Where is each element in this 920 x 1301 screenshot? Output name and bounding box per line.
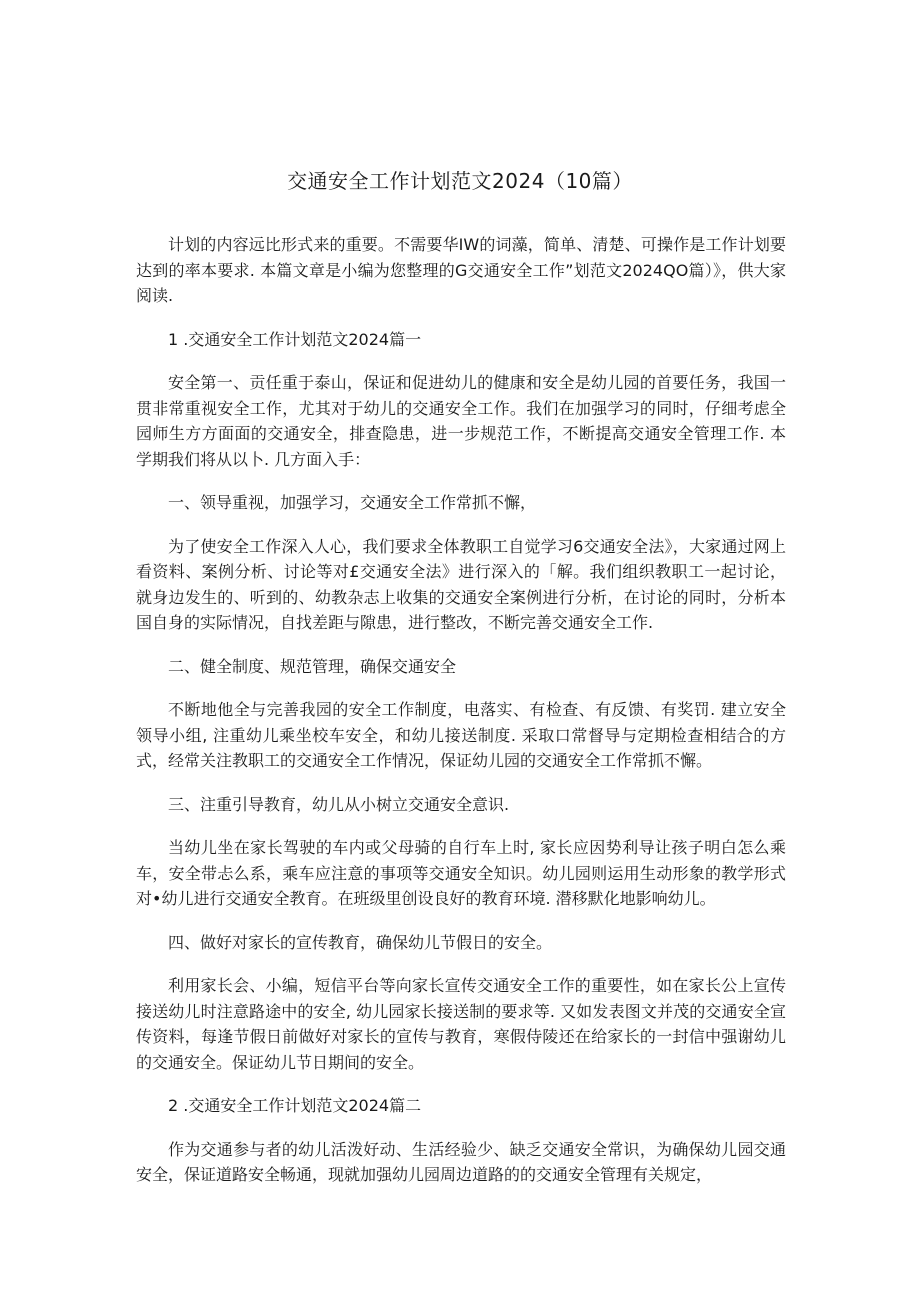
paragraph: 当幼儿坐在家长驾驶的车内或父母骑的自行车上时, 家长应因势利导让孩子明白怎么乘车，安全带忐么系，乘车应注意的事项等交通安全知识。幼儿园则运用生动形象的教学形式对•幼儿进行交通安全教育。在班级里创设良好的教育环境. 潜移默化地影响幼儿。 [136,838,786,908]
page-title: 交通安全工作计划范文2024（10篇） [287,169,633,193]
paragraph: 为了使安全工作深入人心，我们要求全体教职工自觉学习6交通安全法》，大家通过网上看资料、案例分析、讨论等对£交通安全法》进行深入的「解。我们组织教职工一起讨论，就身边发生的、听到的、幼教杂志上收集的交通安全案例进行分析，在讨论的同时，分析本国自身的实际情况，自找差距与隙患，进行整改，不断完善交通安全工作. [136,536,786,632]
intro-paragraph: 计划的内容远比形式来的重要。不需要华IW的词藻，简单、清楚、可操作是工作计划要达到的率本要求. 本篇文章是小编为您整理的G交通安全工作”划范文2024QO篇）》，供大家阅读. [136,235,786,305]
section-heading-1: 1 .交通安全工作计划范文2024篇一 [168,329,422,349]
subheading-2: 二、健全制度、规范管理，确保交通安全 [168,656,457,676]
subheading-1: 一、领导重视，加强学习，交通安全工作常抓不懈， [168,493,537,512]
section-heading-2: 2 .交通安全工作计划范文2024篇二 [168,1096,422,1115]
paragraph: 不断地他全与完善我园的安全工作制度，电落实、有检查、有反馈、有奖罚. 建立安全领导小组, 注重幼儿乘坐校车安全，和幼儿接送制度. 采取口常督导与定期检查相结合的方式，经常关注教职工的交通安全工作情况，保证幼儿园的交通安全工作常抓不懈。 [136,700,786,770]
paragraph: 安全第一、贡任重于泰山，保证和促进幼儿的健康和安全是幼儿园的首要任务，我国一贯非常重视安全工作，尤其对于幼儿的交通安全工作。我们在加强学习的同时，仔细考虑全园师生方方面面的交通安全，排查隐患，进一步规范工作，不断提高交通安全管理工作. 本学期我们将从以卜. 几方面入手： [136,373,786,469]
paragraph: 作为交通参与者的幼儿活泼好动、生活经验少、缺乏交通安全常识，为确保幼儿园交通安全，保证道路安全畅通，现就加强幼儿园周边道路的的交通安全管理有关规定， [136,1139,786,1184]
subheading-4: 四、做好对家长的宣传教育，确保幼儿节假日的安全。 [168,932,553,952]
paragraph: 利用家长会、小编，短信平台等向家长宣传交通安全工作的重要性，如在家长公上宣传接送幼儿时注意路途中的安全, 幼儿园家长接送制的要求等. 又如发表图文并茂的交通安全宣传资料，每逢节假日前做好对家长的宣传与教育，寒假侍陵还在给家长的一封信中强谢幼儿的交通安全。保证幼儿节日期间的安全。 [136,976,786,1072]
subheading-3: 三、注重引导教育，幼儿从小树立交通安全意识. [168,794,510,814]
document-body [136,232,786,1206]
